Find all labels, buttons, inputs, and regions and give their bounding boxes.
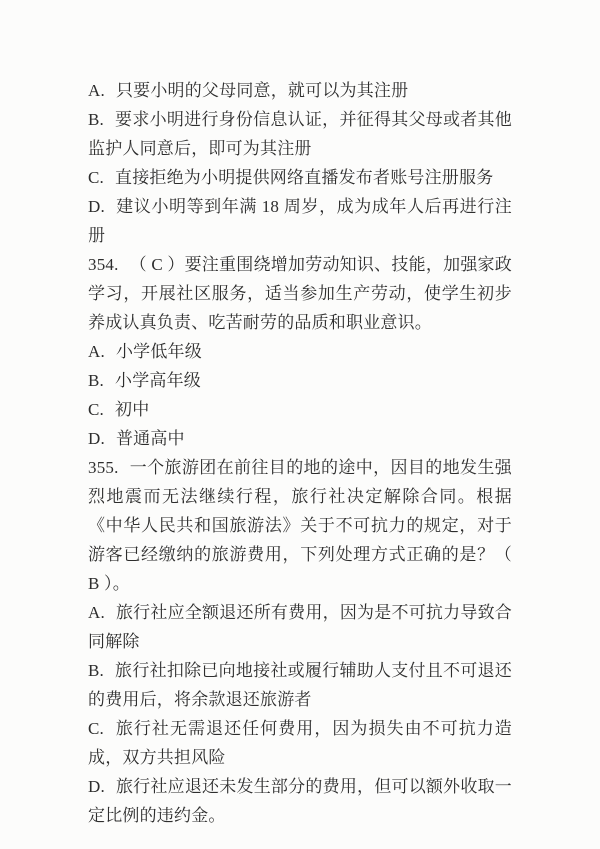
question-block-355 — [88, 453, 512, 830]
option-row — [88, 714, 512, 772]
option-label: C. — [88, 400, 104, 419]
option-label: C. — [88, 168, 104, 187]
question-block-continuation — [88, 76, 512, 250]
option-text: 直接拒绝为小明提供网络直播发布者账号注册服务 — [115, 168, 494, 187]
option-row — [88, 192, 512, 250]
page-text — [88, 76, 512, 830]
question-stem — [88, 250, 512, 337]
question-stem — [88, 453, 512, 598]
question-stem-text: （ C ）要注重围绕增加劳动知识、技能，加强家政学习，开展社区服务，适当参加生产劳动，使学生初步养成认真负责、吃苦耐劳的品质和职业意识。 — [88, 255, 512, 332]
option-label: C. — [88, 719, 104, 738]
option-label: D. — [88, 429, 105, 448]
option-row — [88, 598, 512, 656]
option-text: 要求小明进行身份信息认证，并征得其父母或者其他监护人同意后，即可为其注册 — [88, 110, 512, 158]
option-row — [88, 772, 512, 830]
question-stem-text: 一个旅游团在前往目的地的途中，因目的地发生强烈地震而无法继续行程，旅行社决定解除合同。根据《中华人民共和国旅游法》关于不可抗力的规定，对于游客已经缴纳的旅游费用，下列处理方式正确的是？（ B ）。 — [88, 458, 512, 593]
option-text: 旅行社应全额退还所有费用，因为是不可抗力导致合同解除 — [88, 603, 512, 651]
option-label: B. — [88, 110, 104, 129]
option-text: 初中 — [115, 400, 150, 419]
option-row — [88, 76, 512, 105]
option-row — [88, 656, 512, 714]
question-block-354 — [88, 250, 512, 453]
option-row — [88, 163, 512, 192]
option-row — [88, 337, 512, 366]
option-text: 小学高年级 — [115, 371, 201, 390]
option-text: 只要小明的父母同意，就可以为其注册 — [115, 81, 409, 100]
option-text: 旅行社应退还未发生部分的费用，但可以额外收取一定比例的违约金。 — [88, 777, 512, 825]
option-label: A. — [88, 603, 105, 622]
option-label: A. — [88, 342, 105, 361]
option-label: A. — [88, 81, 105, 100]
option-text: 普通高中 — [115, 429, 185, 448]
option-text: 建议小明等到年满 18 周岁，成为成年人后再进行注册 — [88, 197, 512, 245]
option-text: 旅行社无需退还任何费用，因为损失由不可抗力造成，双方共担风险 — [88, 719, 512, 767]
question-number: 355. — [88, 458, 119, 477]
option-row — [88, 424, 512, 453]
question-number: 354. — [88, 255, 119, 274]
option-row — [88, 105, 512, 163]
option-label: B. — [88, 371, 104, 390]
option-text: 旅行社扣除已向地接社或履行辅助人支付且不可退还的费用后，将余款退还旅游者 — [88, 661, 512, 709]
option-label: D. — [88, 197, 105, 216]
option-row — [88, 395, 512, 424]
option-label: B. — [88, 661, 104, 680]
option-text: 小学低年级 — [115, 342, 202, 361]
option-row — [88, 366, 512, 395]
option-label: D. — [88, 777, 105, 796]
